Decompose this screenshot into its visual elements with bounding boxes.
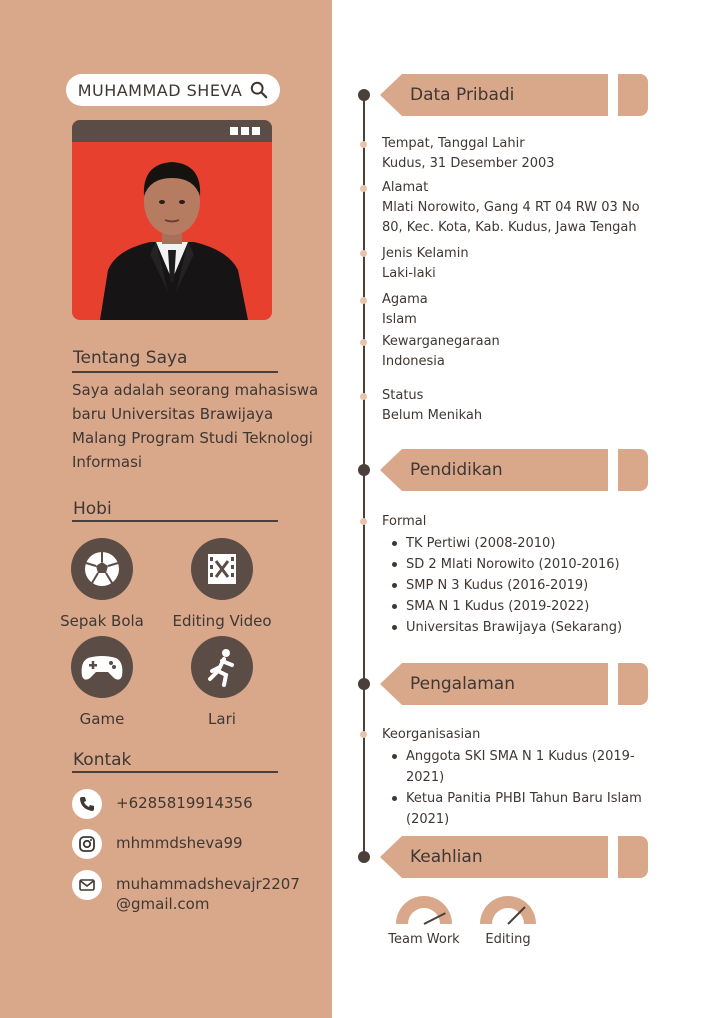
timeline-dot xyxy=(360,518,367,525)
experience-subtitle: Keorganisasian xyxy=(382,727,481,742)
list-item: SMA N 1 Kudus (2019-2022) xyxy=(390,596,622,617)
gauge-dial xyxy=(392,894,456,926)
field-label: Kewarganegaraan xyxy=(382,334,500,349)
window-titlebar xyxy=(72,120,272,142)
field-value: Islam xyxy=(382,312,417,327)
field-label: Agama xyxy=(382,292,428,307)
field-label: Status xyxy=(382,388,424,403)
hobby-label: Lari xyxy=(208,710,236,728)
hobby-item xyxy=(162,636,282,728)
list-item: Ketua Panitia PHBI Tahun Baru Islam (2021) xyxy=(390,788,652,830)
email-address xyxy=(116,870,300,914)
email-line-1: muhammadshevajr2207 xyxy=(116,875,300,893)
hobby-label: Game xyxy=(79,710,125,728)
close-icon xyxy=(252,127,260,135)
gamepad-icon xyxy=(71,636,133,698)
section-banner-skills xyxy=(380,836,648,878)
field-value: Indonesia xyxy=(382,354,445,369)
phone-icon xyxy=(72,789,102,819)
timeline-node xyxy=(358,678,370,690)
list-item: Universitas Brawijaya (Sekarang) xyxy=(390,617,622,638)
field-value: Mlati Norowito, Gang 4 RT 04 RW 03 No 80, Kec. Kota, Kab. Kudus, Jawa Tengah xyxy=(382,200,640,235)
divider xyxy=(72,520,278,522)
contact-phone[interactable] xyxy=(72,789,253,819)
about-title: Tentang Saya xyxy=(73,348,188,368)
hobby-label: Editing Video xyxy=(172,612,272,630)
personal-field xyxy=(382,178,650,238)
experience-list xyxy=(390,746,652,830)
instagram-handle: mhmmdsheva99 xyxy=(116,834,243,852)
field-value: Belum Menikah xyxy=(382,408,483,423)
list-item: Anggota SKI SMA N 1 Kudus (2019-2021) xyxy=(390,746,652,788)
personal-field xyxy=(382,244,469,284)
instagram-icon xyxy=(72,829,102,859)
field-label: Jenis Kelamin xyxy=(382,246,469,261)
name-badge xyxy=(66,74,280,106)
section-banner-personal xyxy=(380,74,648,116)
gauge-dial xyxy=(476,894,540,926)
timeline-node xyxy=(358,464,370,476)
portrait xyxy=(72,142,272,320)
timeline-dot xyxy=(360,141,367,148)
hobby-item xyxy=(162,538,282,630)
education-title: Pendidikan xyxy=(410,460,503,480)
personal-field xyxy=(382,386,482,426)
profile-photo xyxy=(72,120,272,320)
field-value: Kudus, 31 Desember 2003 xyxy=(382,156,555,171)
hobby-item xyxy=(42,636,162,728)
personal-field xyxy=(382,134,555,174)
mail-icon xyxy=(72,870,102,900)
timeline-dot xyxy=(360,297,367,304)
film-icon xyxy=(191,538,253,600)
timeline-dot xyxy=(360,185,367,192)
timeline-dot xyxy=(360,250,367,257)
contact-title: Kontak xyxy=(73,750,132,770)
list-item: TK Pertiwi (2008-2010) xyxy=(390,533,622,554)
timeline-dot xyxy=(360,731,367,738)
left-panel xyxy=(0,0,332,1018)
field-value: Laki-laki xyxy=(382,266,436,281)
search-icon xyxy=(250,81,268,99)
skill-label: Team Work xyxy=(388,932,460,947)
contact-instagram[interactable] xyxy=(72,829,243,859)
divider xyxy=(72,371,278,373)
about-text: Saya adalah seorang mahasiswa baru Universitas Brawijaya Malang Program Studi Teknologi Informasi xyxy=(72,381,319,471)
section-banner-experience xyxy=(380,663,648,705)
personal-field xyxy=(382,332,500,372)
runner-icon xyxy=(191,636,253,698)
skill-gauge xyxy=(384,894,464,947)
personal-title: Data Pribadi xyxy=(410,85,515,105)
timeline-node xyxy=(358,851,370,863)
education-subtitle: Formal xyxy=(382,514,427,529)
phone-number: +6285819914356 xyxy=(116,794,253,812)
skills-title: Keahlian xyxy=(410,847,483,867)
soccer-ball-icon xyxy=(71,538,133,600)
section-banner-education xyxy=(380,449,648,491)
skill-label: Editing xyxy=(485,932,531,947)
profile-name: MUHAMMAD SHEVA xyxy=(77,80,243,100)
timeline-dot xyxy=(360,339,367,346)
contact-email[interactable] xyxy=(72,870,300,914)
timeline-dot xyxy=(360,393,367,400)
field-label: Tempat, Tanggal Lahir xyxy=(382,136,525,151)
experience-title: Pengalaman xyxy=(410,674,515,694)
personal-field xyxy=(382,290,428,330)
field-label: Alamat xyxy=(382,180,429,195)
maximize-icon xyxy=(241,127,249,135)
minimize-icon xyxy=(230,127,238,135)
list-item: SD 2 Mlati Norowito (2010-2016) xyxy=(390,554,622,575)
timeline-node xyxy=(358,89,370,101)
list-item: SMP N 3 Kudus (2016-2019) xyxy=(390,575,622,596)
email-line-2: @gmail.com xyxy=(116,895,210,913)
divider xyxy=(72,771,278,773)
hobby-item xyxy=(42,538,162,630)
education-list xyxy=(390,533,622,638)
hobby-label: Sepak Bola xyxy=(60,612,144,630)
hobbies-title: Hobi xyxy=(73,499,112,519)
skill-gauge xyxy=(468,894,548,947)
